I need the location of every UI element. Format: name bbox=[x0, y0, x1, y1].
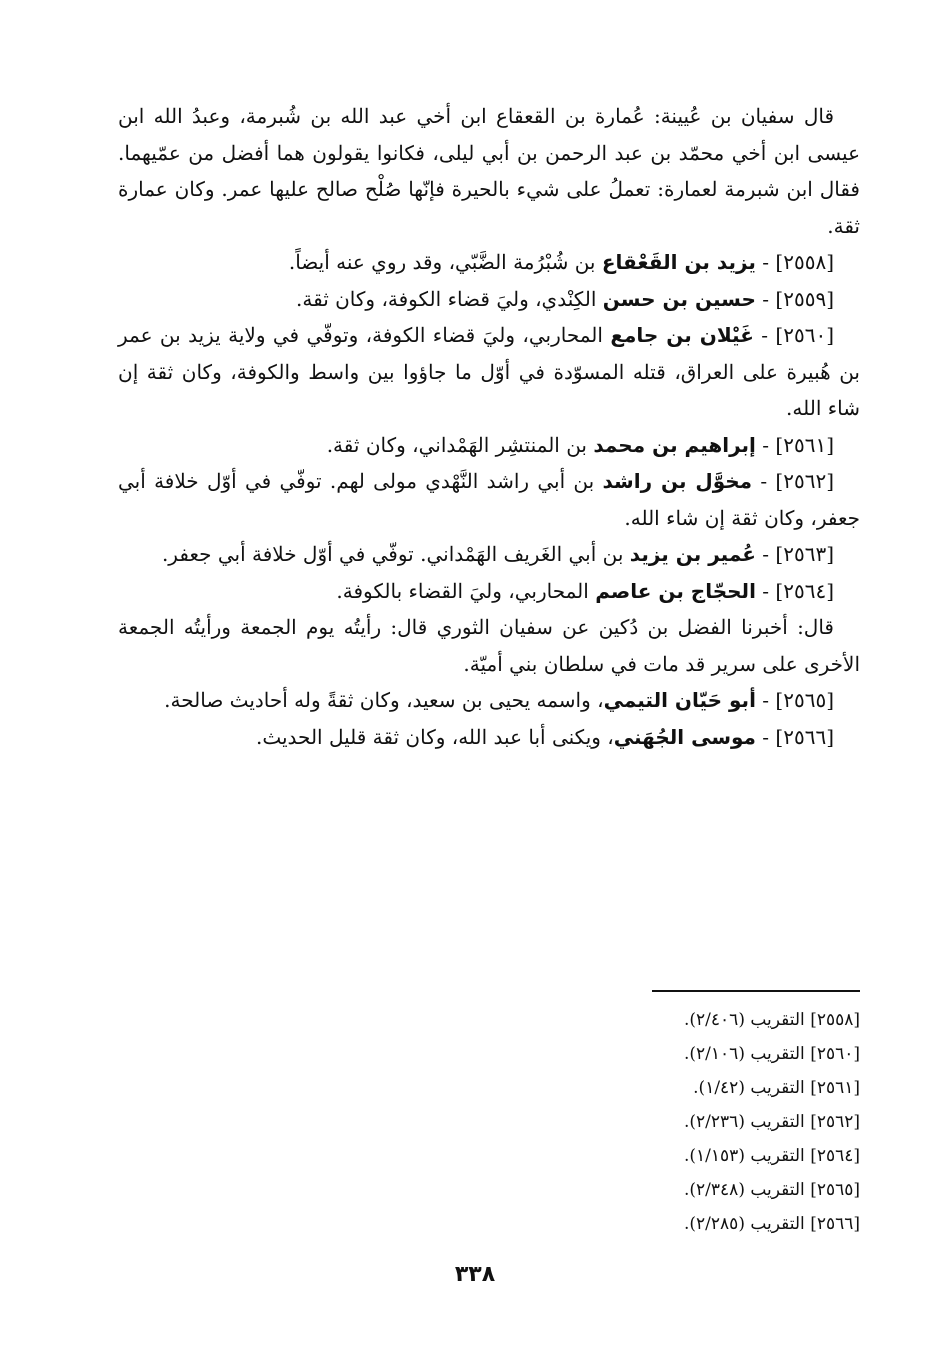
main-text bbox=[118, 98, 860, 755]
entry-2564: [٢٥٦٤] - الحجّاج بن عاصم المحاربي، وليَ القضاء بالكوفة. bbox=[336, 578, 834, 603]
entry-text: بن أبي الغَريف الهَمْداني. توفّي في أوّل خلافة أبي جعفر. bbox=[161, 542, 630, 566]
entry-name: عُمير بن يزيد bbox=[629, 542, 756, 566]
entry-number: [٢٥٦٦] bbox=[775, 724, 834, 749]
entry-text: المحاربي، وليَ القضاء بالكوفة. bbox=[336, 578, 596, 603]
entry-text: بن المنتشِر الهَمْداني، وكان ثقة. bbox=[326, 432, 594, 457]
footnote: [٢٥٦٤] التقريب (١/١٥٣). bbox=[684, 1146, 860, 1166]
entry-number: [٢٥٦٥] bbox=[775, 688, 834, 712]
entry-name: غَيْلان بن جامع bbox=[610, 323, 754, 347]
footnote: [٢٥٦١] التقريب (١/٤٢). bbox=[693, 1078, 860, 1098]
footnote: [٢٥٦٢] التقريب (٢/٢٣٦). bbox=[684, 1112, 860, 1132]
entry-name: الحجّاج بن عاصم bbox=[595, 578, 756, 603]
entry-text: ، واسمه يحيى بن سعيد، وكان ثقةً وله أحاديث صالحة. bbox=[164, 688, 604, 712]
entry-2560: [٢٥٦٠] - غَيْلان بن جامع المحاربي، وليَ قضاء الكوفة، وتوفّي في ولاية يزيد بن عمر بن هُبيرة على العراق، قتله المسوّدة في أوّل ما جاؤوا بين واسط والكوفة، وكان ثقة إن شاء الله. bbox=[118, 323, 860, 420]
entry-number: [٢٥٦٤] bbox=[775, 578, 834, 603]
entry-2563: [٢٥٦٣] - عُمير بن يزيد بن أبي الغَريف الهَمْداني. توفّي في أوّل خلافة أبي جعفر. bbox=[161, 542, 834, 566]
entry-2558: [٢٥٥٨] - يزيد بن القَعْقاع بن شُبْرُمة الضَّبّي، وقد روي عنه أيضاً. bbox=[288, 250, 834, 274]
entry-number: [٢٥٥٩] bbox=[775, 286, 834, 311]
footnotes bbox=[560, 1003, 860, 1241]
entry-number: [٢٥٥٨] bbox=[775, 250, 834, 274]
entry-2559: [٢٥٥٩] - حسين بن حسن الكِنْدي، وليَ قضاء الكوفة، وكان ثقة. bbox=[296, 286, 834, 311]
footnote: [٢٥٦٠] التقريب (٢/١٠٦). bbox=[684, 1044, 860, 1064]
entry-number: [٢٥٦٠] bbox=[775, 323, 835, 347]
entry-number: [٢٥٦١] bbox=[775, 432, 834, 457]
intro-paragraph: قال سفيان بن عُيينة: عُمارة بن القعقاع ابن أخي عبد الله بن شُبرمة، وعبدُ الله ابن عيسى ابن أخي محمّد بن عبد الرحمن بن أبي ليلى، فكانوا يقولون هما أفضل من عمّيهما. فقال ابن شبرمة لعمارة: تعملُ على شيء بالحيرة فإنّها صُلْح صالح عليها عمر. وكان عمارة ثقة. bbox=[118, 104, 860, 238]
entry-name: مخوَّل بن راشد bbox=[602, 469, 753, 493]
entry-name: موسى الجُهَني bbox=[613, 724, 756, 749]
footnote: [٢٥٥٨] التقريب (٢/٤٠٦). bbox=[684, 1010, 860, 1030]
entry-name: إبراهيم بن محمد bbox=[593, 432, 756, 457]
entry-number: [٢٥٦٢] bbox=[775, 469, 834, 493]
entry-name: حسين بن حسن bbox=[602, 286, 756, 311]
entry-text: المحاربي، وليَ قضاء الكوفة، وتوفّي في ولاية يزيد بن عمر بن هُبيرة على العراق، قتله المسوّدة في أوّل ما جاؤوا بين واسط والكوفة، وكان ثقة إن شاء الله. bbox=[118, 323, 860, 420]
page-number: ٣٣٨ bbox=[454, 1262, 496, 1287]
entry-name: أبو حَيّان التيمي bbox=[603, 688, 756, 712]
entry-name: يزيد بن القَعْقاع bbox=[601, 250, 756, 274]
entry-2562: [٢٥٦٢] - مخوَّل بن راشد بن أبي راشد النَّهْدي مولى لهم. توفّي في أوّل خلافة أبي جعفر، وكان ثقة إن شاء الله. bbox=[118, 469, 860, 530]
entry-text: بن أبي راشد النَّهْدي مولى لهم. توفّي في أوّل خلافة أبي جعفر، وكان ثقة إن شاء الله. bbox=[118, 469, 860, 530]
entry-text: بن شُبْرُمة الضَّبّي، وقد روي عنه أيضاً. bbox=[288, 250, 602, 274]
footnote: [٢٥٦٥] التقريب (٢/٣٤٨). bbox=[684, 1180, 860, 1200]
entry-number: [٢٥٦٣] bbox=[775, 542, 834, 566]
entry-2565: [٢٥٦٥] - أبو حَيّان التيمي، واسمه يحيى بن سعيد، وكان ثقةً وله أحاديث صالحة. bbox=[164, 688, 834, 712]
entry-2566: [٢٥٦٦] - موسى الجُهَني، ويكنى أبا عبد الله، وكان ثقة قليل الحديث. bbox=[255, 724, 834, 749]
quote-paragraph: قال: أخبرنا الفضل بن دُكين عن سفيان الثوري قال: رأيتُه يوم الجمعة ورأيتُه الجمعة الأخرى على سرير قد مات في سلطان بني أميّة. bbox=[118, 615, 860, 676]
footnote: [٢٥٦٦] التقريب (٢/٢٨٥). bbox=[684, 1214, 860, 1234]
entry-2561: [٢٥٦١] - إبراهيم بن محمد بن المنتشِر الهَمْداني، وكان ثقة. bbox=[326, 432, 834, 457]
entry-text: الكِنْدي، وليَ قضاء الكوفة، وكان ثقة. bbox=[296, 286, 603, 311]
footnote-divider bbox=[652, 990, 860, 992]
entry-text: ، ويكنى أبا عبد الله، وكان ثقة قليل الحديث. bbox=[255, 724, 614, 749]
